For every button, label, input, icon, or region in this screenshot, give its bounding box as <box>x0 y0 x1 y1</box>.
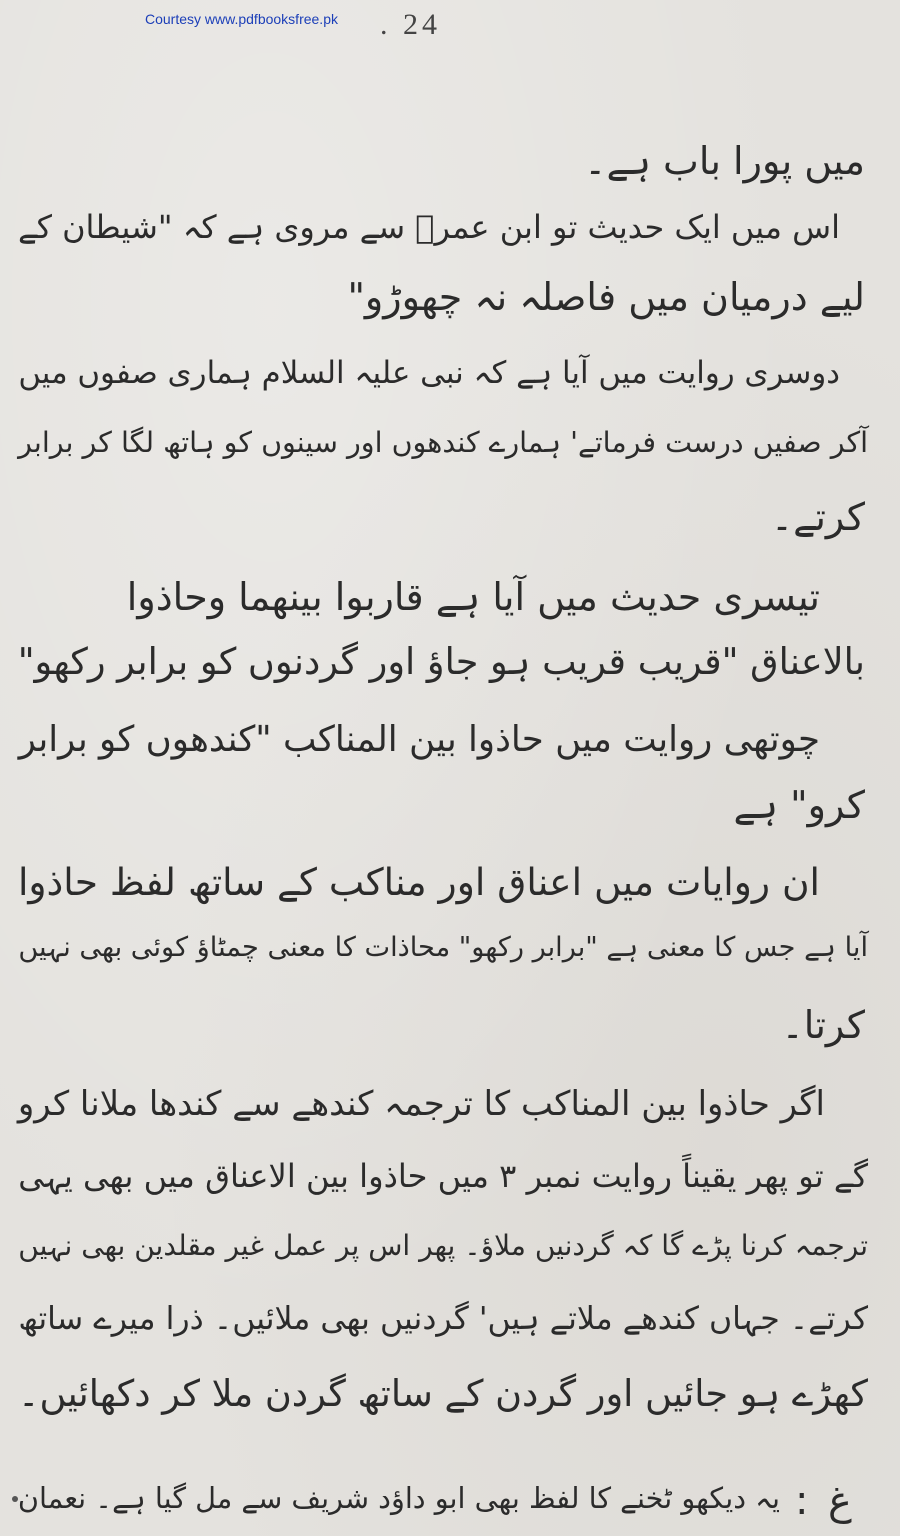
text-line-9: چوتھی روایت میں حاذوا بین المناکب "کندھوں کو برابر <box>18 719 820 760</box>
text-line-17: کرتے۔ جہاں کندھے ملاتے ہیں' گردنیں بھی ملائیں۔ ذرا میرے ساتھ <box>18 1301 868 1337</box>
text-line-15: گے تو پھر یقیناً روایت نمبر ۳ میں حاذوا بین الاعناق میں بھی یہی <box>18 1157 868 1195</box>
text-line-5: آکر صفیں درست فرماتے' ہمارے کندھوں اور سینوں کو ہاتھ لگا کر برابر <box>18 425 868 459</box>
text-line-8: بالاعناق "قریب قریب ہو جاؤ اور گردنوں کو برابر رکھو" <box>17 640 865 683</box>
courtesy-link[interactable]: Courtesy www.pdfbooksfree.pk <box>145 11 338 27</box>
footnote-text: یہ دیکھو ٹخنے کا لفظ بھی ابو داؤد شریف سے مل گیا ہے۔ نعمان <box>17 1481 780 1515</box>
footnote-colon: : <box>795 1478 809 1524</box>
stray-dot <box>12 1496 18 1502</box>
text-line-16: ترجمہ کرنا پڑے گا کہ گردنیں ملاؤ۔ پھر اس پر عمل غیر مقلدین بھی نہیں <box>18 1229 868 1262</box>
text-line-7: تیسری حدیث میں آیا ہے قاربوا بینھما وحاذوا <box>126 575 820 619</box>
text-line-13: کرتا۔ <box>781 1003 865 1047</box>
text-line-10: کرو" ہے <box>733 783 865 827</box>
page-number: . 24 <box>380 8 441 41</box>
footnote-marker: غ <box>828 1478 852 1524</box>
text-line-3: لیے درمیان میں فاصلہ نہ چھوڑو" <box>347 275 865 319</box>
text-line-6: کرتے۔ <box>770 495 865 539</box>
text-line-12: آیا ہے جس کا معنی ہے "برابر رکھو" محاذات کا معنی چمٹاؤ کوئی بھی نہیں <box>18 932 868 963</box>
text-line-18: کھڑے ہو جائیں اور گردن کے ساتھ گردن ملا کر دکھائیں۔ <box>18 1372 868 1415</box>
text-line-1: میں پورا باب ہے۔ <box>584 139 865 183</box>
text-line-2: اس میں ایک حدیث تو ابن عمرؓ سے مروی ہے کہ "شیطان کے <box>18 208 840 246</box>
text-line-14: اگر حاذوا بین المناکب کا ترجمہ کندھے سے کندھا ملانا کرو <box>17 1084 825 1124</box>
text-line-4: دوسری روایت میں آیا ہے کہ نبی علیہ السلام ہماری صفوں میں <box>18 355 840 391</box>
text-line-11: ان روایات میں اعناق اور مناکب کے ساتھ لفظ حاذوا <box>17 860 820 904</box>
